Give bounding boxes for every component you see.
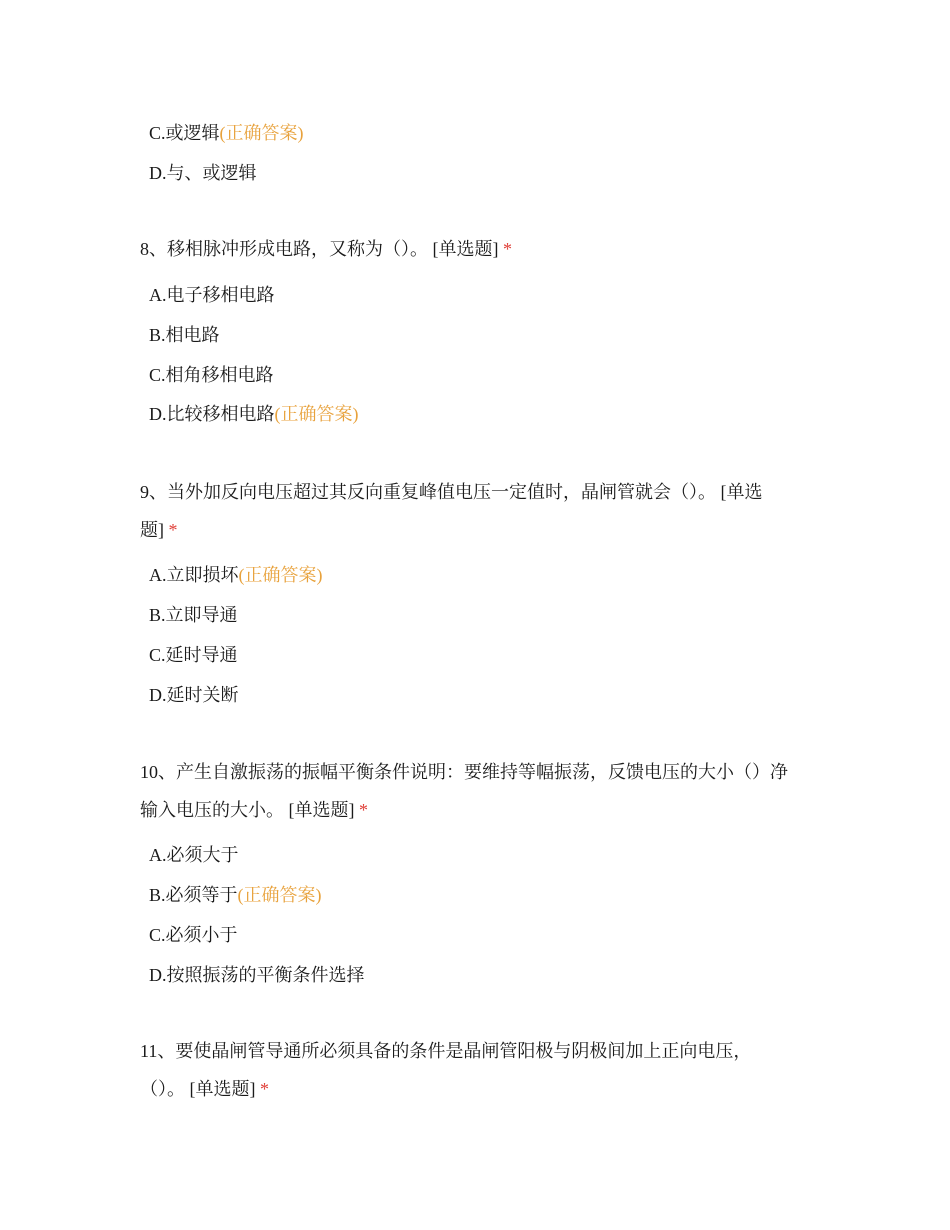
option-text: D.按照振荡的平衡条件选择 (149, 965, 365, 985)
question-9-line-2 (140, 511, 820, 549)
option-text: C.延时导通 (149, 645, 238, 665)
q10-option-a (149, 843, 239, 867)
correct-answer-marker: (正确答案) (237, 885, 322, 905)
question-11-line-2 (140, 1070, 820, 1108)
q10-option-d (149, 963, 365, 987)
question-10 (140, 753, 820, 829)
q9-option-b (149, 603, 238, 627)
question-8 (140, 230, 820, 268)
question-text: 题] (140, 520, 164, 540)
option-text: C.相角移相电路 (149, 365, 274, 385)
question-9-line-1: 9、当外加反向电压超过其反向重复峰值电压一定值时，晶闸管就会（）。 [单选 (140, 482, 763, 502)
q8-option-a (149, 283, 275, 307)
option-text: D.与、或逻辑 (149, 163, 257, 183)
q10-option-c (149, 923, 238, 947)
question-11-line-1: 11、要使晶闸管导通所必须具备的条件是晶闸管阳极与阴极间加上正向电压， (140, 1041, 752, 1061)
q9-option-a (149, 563, 323, 587)
required-marker: * (260, 1079, 269, 1099)
correct-answer-marker: (正确答案) (219, 123, 304, 143)
option-text: A.必须大于 (149, 845, 239, 865)
question-9 (140, 473, 820, 549)
question-11 (140, 1032, 820, 1108)
option-text: B.必须等于 (149, 885, 238, 905)
q7-option-d (149, 161, 257, 185)
option-text: B.相电路 (149, 325, 220, 345)
question-8-line-1 (140, 230, 820, 268)
q7-option-c (149, 121, 304, 145)
question-10-line-1: 10、产生自激振荡的振幅平衡条件说明：要维持等幅振荡，反馈电压的大小（）净 (140, 762, 788, 782)
option-text: A.电子移相电路 (149, 285, 275, 305)
option-text: A.立即损坏 (149, 565, 239, 585)
option-text: D.延时关断 (149, 685, 239, 705)
q9-option-c (149, 643, 238, 667)
question-text: （）。 [单选题] (140, 1079, 256, 1099)
question-text: 输入电压的大小。 [单选题] (140, 800, 355, 820)
required-marker: * (359, 800, 368, 820)
q10-option-b (149, 883, 322, 907)
q8-option-d (149, 402, 359, 426)
question-10-line-2 (140, 791, 820, 829)
q9-option-d (149, 683, 239, 707)
correct-answer-marker: (正确答案) (238, 565, 323, 585)
option-text: D.比较移相电路 (149, 404, 275, 424)
q8-option-b (149, 323, 220, 347)
required-marker: * (503, 239, 512, 259)
q8-option-c (149, 363, 274, 387)
option-text: C.必须小于 (149, 925, 238, 945)
required-marker: * (168, 520, 178, 540)
option-text: C.或逻辑 (149, 123, 220, 143)
question-text: 8、移相脉冲形成电路，又称为（）。 [单选题] (140, 239, 499, 259)
option-text: B.立即导通 (149, 605, 238, 625)
correct-answer-marker: (正确答案) (274, 404, 359, 424)
